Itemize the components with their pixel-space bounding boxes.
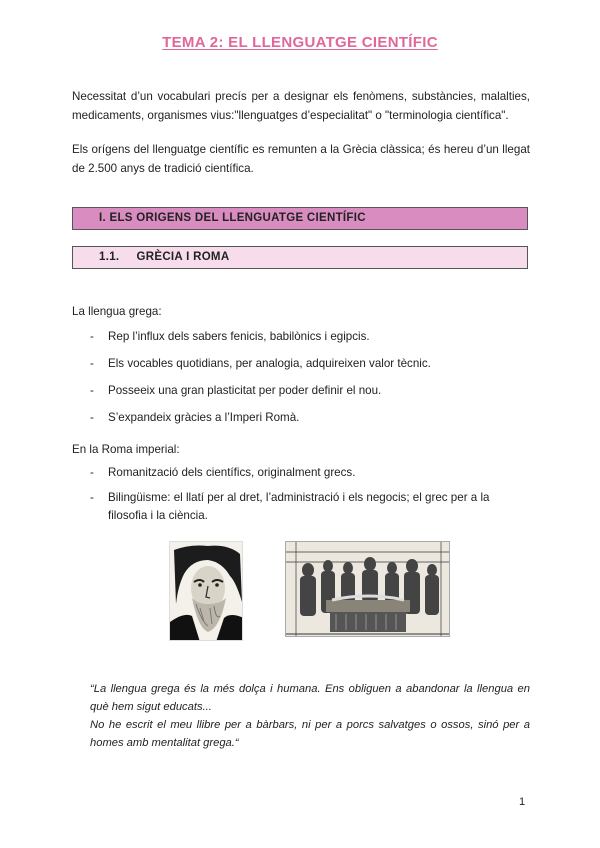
list-item: - Bilingüisme: el llatí per al dret, l’administració i els negocis; el grec per a la filosofia i la ciència.	[90, 489, 530, 525]
section-heading-1-1	[72, 246, 528, 269]
roma-list	[90, 464, 530, 532]
page-number: 1	[519, 796, 526, 808]
intro-paragraph-2: Els orígens del llenguatge científic es remunten a la Grècia clàssica; és hereu d’un llegat de 2.500 anys de tradició científica.	[72, 143, 530, 175]
greek-label: La llengua grega:	[72, 305, 162, 318]
list-item: - Rep l’influx dels sabers fenicis, babilònics i egipcis.	[90, 328, 530, 346]
list-item: - Romanització dels científics, originalment grecs.	[90, 464, 530, 482]
section-heading-1-1-text: GRÈCIA I ROMA	[136, 251, 230, 263]
roma-label: En la Roma imperial:	[72, 443, 180, 456]
engraving-image	[285, 541, 450, 637]
section-heading-1-text: I. ELS ORIGENS DEL LLENGUATGE CIENTÍFIC	[99, 212, 366, 224]
quote-block	[90, 680, 530, 752]
engraving-drawing	[286, 542, 450, 637]
intro-paragraph-1: Necessitat d’un vocabulari precís per a designar els fenòmens, substàncies, malalties, medicaments, organismes vius:"llenguatges d’especialitat" o "terminologia científica".	[72, 90, 530, 122]
section-number: 1.1.	[99, 251, 120, 263]
portrait-image	[169, 541, 243, 641]
greek-list	[90, 328, 530, 436]
list-item: - Els vocables quotidians, per analogia, adquireixen valor tècnic.	[90, 355, 530, 373]
quote-line-1: “La llengua grega és la més dolça i humana. Ens obliguen a abandonar la llengua en què hem sigut educats...	[90, 683, 530, 713]
page-title: TEMA 2: EL LLENGUATGE CIENTÍFIC	[162, 34, 438, 51]
quote-line-2: No he escrit el meu llibre per a bàrbars, ni per a porcs salvatges o ossos, sinó per a homes amb mentalitat grega.“	[90, 719, 530, 749]
portrait-drawing	[170, 542, 243, 641]
list-item: - S’expandeix gràcies a l’Imperi Romà.	[90, 409, 530, 427]
list-item: - Posseeix una gran plasticitat per poder definir el nou.	[90, 382, 530, 400]
section-heading-1	[72, 207, 528, 230]
